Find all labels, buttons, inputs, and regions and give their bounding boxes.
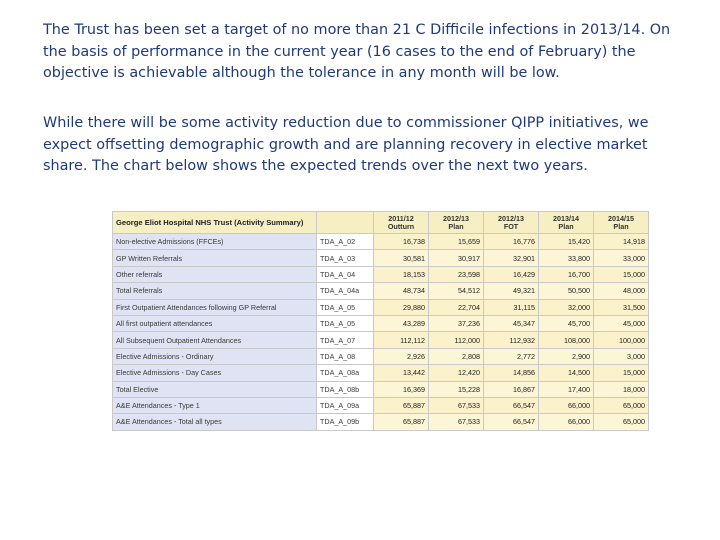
table-row: [113, 283, 649, 299]
cell-value: 2,926: [374, 348, 429, 364]
row-label: Elective Admissions - Ordinary: [113, 348, 317, 364]
cell-value: 14,918: [594, 234, 649, 250]
cell-value: 31,115: [484, 299, 539, 315]
row-code: TDA_A_09b: [317, 414, 374, 430]
cell-value: 45,000: [594, 315, 649, 331]
cell-value: 33,800: [539, 250, 594, 266]
row-code: TDA_A_09a: [317, 397, 374, 413]
cell-value: 13,442: [374, 365, 429, 381]
cell-value: 15,659: [429, 234, 484, 250]
cell-value: 112,000: [429, 332, 484, 348]
cell-value: 18,153: [374, 266, 429, 282]
cell-value: 100,000: [594, 332, 649, 348]
cell-value: 15,000: [594, 365, 649, 381]
cell-value: 37,236: [429, 315, 484, 331]
cell-value: 65,887: [374, 397, 429, 413]
table-title: George Eliot Hospital NHS Trust (Activity Summary): [113, 212, 317, 234]
row-code: TDA_A_08a: [317, 365, 374, 381]
cell-value: 16,738: [374, 234, 429, 250]
cell-value: 65,000: [594, 414, 649, 430]
table-row: [113, 315, 649, 331]
cell-value: 108,000: [539, 332, 594, 348]
cell-value: 45,347: [484, 315, 539, 331]
cell-value: 31,500: [594, 299, 649, 315]
row-code: TDA_A_04a: [317, 283, 374, 299]
row-code: TDA_A_08: [317, 348, 374, 364]
column-header-year: 2014/15: [608, 213, 634, 223]
cell-value: 49,321: [484, 283, 539, 299]
table-row: [113, 348, 649, 364]
cell-value: 23,598: [429, 266, 484, 282]
column-header-year: 2012/13: [498, 213, 524, 223]
cell-value: 16,867: [484, 381, 539, 397]
cell-value: 2,900: [539, 348, 594, 364]
cell-value: 15,228: [429, 381, 484, 397]
cell-value: 112,112: [374, 332, 429, 348]
row-code: TDA_A_05: [317, 299, 374, 315]
cell-value: 65,887: [374, 414, 429, 430]
column-header-year: 2012/13: [443, 213, 469, 223]
column-header-type: Outturn: [387, 221, 415, 231]
cell-value: 54,512: [429, 283, 484, 299]
cell-value: 66,547: [484, 397, 539, 413]
column-header-year: 2013/14: [553, 213, 579, 223]
cell-value: 16,776: [484, 234, 539, 250]
cell-value: 2,772: [484, 348, 539, 364]
table-row: [113, 365, 649, 381]
row-code: TDA_A_03: [317, 250, 374, 266]
cell-value: 16,369: [374, 381, 429, 397]
row-code: TDA_A_07: [317, 332, 374, 348]
row-label: All first outpatient attendances: [113, 315, 317, 331]
cell-value: 67,533: [429, 414, 484, 430]
cell-value: 66,000: [539, 397, 594, 413]
cell-value: 14,500: [539, 365, 594, 381]
row-label: First Outpatient Attendances following GP Referral: [113, 299, 317, 315]
row-code: TDA_A_08b: [317, 381, 374, 397]
column-header-type: Plan: [558, 221, 574, 231]
row-label: Non-elective Admissions (FFCEs): [113, 234, 317, 250]
row-code: TDA_A_04: [317, 266, 374, 282]
table-row: [113, 414, 649, 430]
row-label: Other referrals: [113, 266, 317, 282]
cell-value: 65,000: [594, 397, 649, 413]
column-header: [594, 212, 649, 234]
row-label: GP Written Referrals: [113, 250, 317, 266]
cell-value: 48,000: [594, 283, 649, 299]
row-label: A&E Attendances - Total all types: [113, 414, 317, 430]
cell-value: 50,500: [539, 283, 594, 299]
cell-value: 30,581: [374, 250, 429, 266]
cell-value: 18,000: [594, 381, 649, 397]
cell-value: 29,880: [374, 299, 429, 315]
column-header-type: Plan: [448, 221, 464, 231]
cell-value: 66,000: [539, 414, 594, 430]
cell-value: 66,547: [484, 414, 539, 430]
row-label: All Subsequent Outpatient Attendances: [113, 332, 317, 348]
cell-value: 33,000: [594, 250, 649, 266]
cell-value: 45,700: [539, 315, 594, 331]
column-header: [484, 212, 539, 234]
column-header-type: FOT: [503, 221, 519, 231]
cell-value: 12,420: [429, 365, 484, 381]
intro-paragraph-activity: While there will be some activity reduction due to commissioner QIPP initiatives, we expect offsetting demographic growth and are planning recovery in elective market share. The chart below shows the expected trends over the next two years.: [43, 115, 649, 174]
cell-value: 3,000: [594, 348, 649, 364]
column-header: [429, 212, 484, 234]
cell-value: 48,734: [374, 283, 429, 299]
cell-value: 112,932: [484, 332, 539, 348]
row-code: TDA_A_05: [317, 315, 374, 331]
cell-value: 32,000: [539, 299, 594, 315]
column-header-year: 2011/12: [388, 213, 414, 223]
column-header: [539, 212, 594, 234]
activity-summary-table-image: [112, 211, 648, 453]
table-row: [113, 397, 649, 413]
table-row: [113, 299, 649, 315]
table-row: [113, 250, 649, 266]
cell-value: 17,400: [539, 381, 594, 397]
table-row: [113, 234, 649, 250]
column-header: [374, 212, 429, 234]
row-code: TDA_A_02: [317, 234, 374, 250]
table-row: [113, 381, 649, 397]
row-label: Elective Admissions - Day Cases: [113, 365, 317, 381]
cell-value: 15,000: [594, 266, 649, 282]
cell-value: 32,901: [484, 250, 539, 266]
column-header-type: Plan: [613, 221, 629, 231]
cell-value: 22,704: [429, 299, 484, 315]
cell-value: 67,533: [429, 397, 484, 413]
cell-value: 30,917: [429, 250, 484, 266]
row-label: Total Referrals: [113, 283, 317, 299]
cell-value: 2,808: [429, 348, 484, 364]
table-row: [113, 266, 649, 282]
activity-summary-table: [112, 211, 649, 431]
intro-paragraph-c-difficile: The Trust has been set a target of no more than 21 C Difficile infections in 2013/14. On the basis of performance in the current year (16 cases to the end of February) the objective is achievable although the tolerance in any month will be low.: [43, 22, 671, 81]
code-column-header: [317, 212, 374, 234]
cell-value: 16,700: [539, 266, 594, 282]
cell-value: 43,289: [374, 315, 429, 331]
table-row: [113, 332, 649, 348]
table-header-row: [113, 212, 649, 234]
cell-value: 14,856: [484, 365, 539, 381]
cell-value: 16,429: [484, 266, 539, 282]
cell-value: 15,420: [539, 234, 594, 250]
row-label: A&E Attendances - Type 1: [113, 397, 317, 413]
row-label: Total Elective: [113, 381, 317, 397]
